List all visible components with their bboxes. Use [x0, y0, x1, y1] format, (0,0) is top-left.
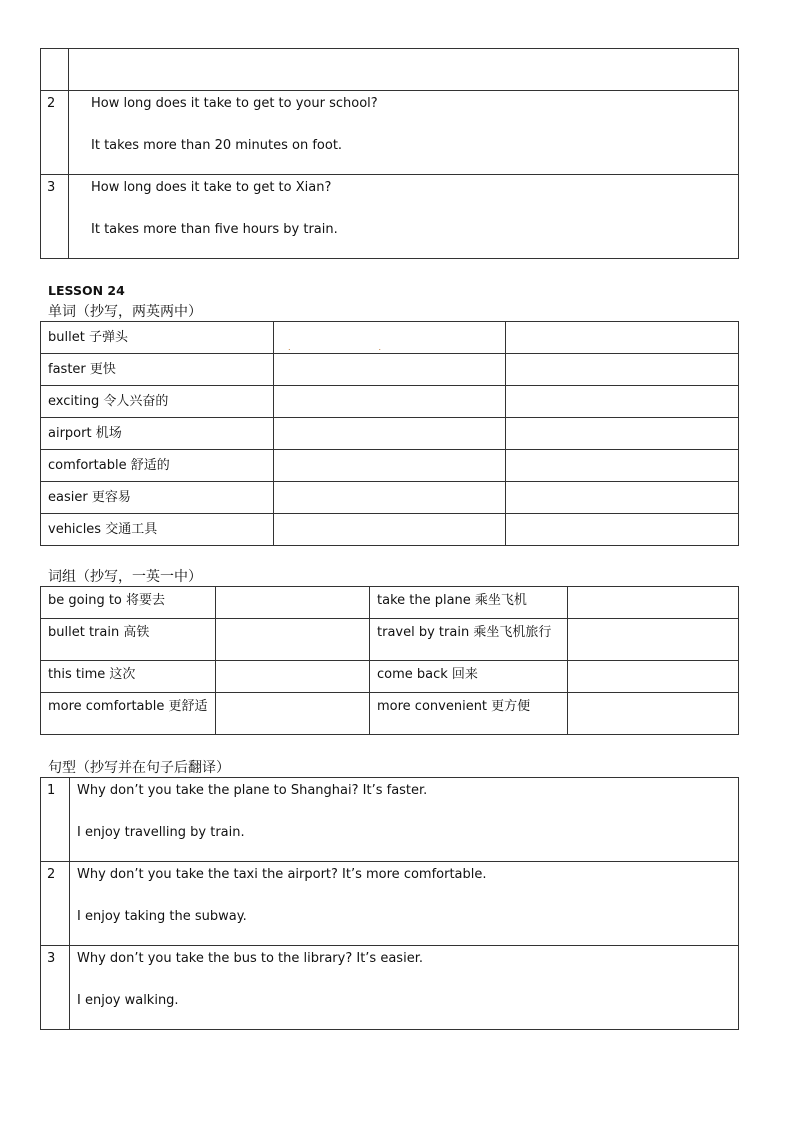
word-cell: faster 更快 [41, 354, 274, 386]
copy-cell[interactable] [506, 418, 739, 450]
sentence-cell [69, 91, 739, 175]
sentence-cell [70, 778, 739, 862]
word-cell: exciting 令人兴奋的 [41, 386, 274, 418]
top-sentence-table [40, 48, 739, 259]
copy-cell[interactable] [216, 587, 370, 619]
phrases-heading: 词组（抄写，一英一中） [48, 569, 202, 585]
table-row [41, 175, 739, 259]
answer-text: I enjoy walking. [77, 993, 179, 1008]
table-row [41, 514, 739, 546]
copy-cell[interactable] [274, 354, 506, 386]
sentence-cell [69, 49, 739, 91]
sentences-heading: 句型（抄写并在句子后翻译） [48, 760, 230, 776]
table-row [41, 418, 739, 450]
question-text: How long does it take to get to your school? [91, 96, 378, 111]
table-row [41, 354, 739, 386]
copy-cell[interactable] [274, 514, 506, 546]
word-cell: comfortable 舒适的 [41, 450, 274, 482]
table-row [41, 482, 739, 514]
copy-cell[interactable] [506, 450, 739, 482]
phrase-cell: this time 这次 [41, 661, 216, 693]
table-row [41, 693, 739, 735]
table-row [41, 91, 739, 175]
answer-text: I enjoy travelling by train. [77, 825, 245, 840]
phrase-cell: more comfortable 更舒适 [41, 693, 216, 735]
sentence-cell [70, 862, 739, 946]
phrase-cell: take the plane 乘坐飞机 [370, 587, 568, 619]
word-cell: airport 机场 [41, 418, 274, 450]
word-cell: bullet 子弹头 [41, 322, 274, 354]
answer-text: It takes more than five hours by train. [91, 222, 338, 237]
phrase-cell: more convenient 更方便 [370, 693, 568, 735]
copy-cell[interactable] [506, 386, 739, 418]
row-number: 1 [41, 778, 70, 862]
phrases-table [40, 586, 739, 735]
copy-cell[interactable] [568, 587, 739, 619]
words-table [40, 321, 739, 546]
table-row [41, 450, 739, 482]
phrase-cell: come back 回来 [370, 661, 568, 693]
copy-cell[interactable] [568, 661, 739, 693]
table-row [41, 619, 739, 661]
table-row [41, 386, 739, 418]
lesson-title: LESSON 24 [48, 283, 125, 298]
copy-cell[interactable] [274, 482, 506, 514]
copy-cell[interactable] [568, 619, 739, 661]
row-number: 3 [41, 946, 70, 1030]
sentences-table [40, 777, 739, 1030]
question-text: Why don’t you take the bus to the library? It’s easier. [77, 951, 423, 966]
row-number: 2 [41, 862, 70, 946]
copy-cell[interactable] [274, 450, 506, 482]
table-row [41, 587, 739, 619]
copy-cell[interactable] [274, 418, 506, 450]
copy-cell[interactable] [274, 386, 506, 418]
table-row [41, 49, 739, 91]
row-number: 3 [41, 175, 69, 259]
table-row [41, 661, 739, 693]
copy-cell[interactable] [568, 693, 739, 735]
question-text: How long does it take to get to Xian? [91, 180, 332, 195]
question-text: Why don’t you take the taxi the airport? It’s more comfortable. [77, 867, 487, 882]
copy-cell[interactable] [216, 693, 370, 735]
answer-text: I enjoy taking the subway. [77, 909, 247, 924]
answer-text: It takes more than 20 minutes on foot. [91, 138, 343, 153]
row-number [41, 49, 69, 91]
copy-cell[interactable] [506, 514, 739, 546]
stray-mark: .. [288, 343, 470, 352]
table-row [41, 862, 739, 946]
phrase-cell: bullet train 高铁 [41, 619, 216, 661]
table-row [41, 946, 739, 1030]
copy-cell[interactable] [216, 661, 370, 693]
question-text: Why don’t you take the plane to Shanghai? It’s faster. [77, 783, 428, 798]
sentence-cell [70, 946, 739, 1030]
copy-cell[interactable] [216, 619, 370, 661]
phrase-cell: be going to 将要去 [41, 587, 216, 619]
copy-cell[interactable] [506, 354, 739, 386]
phrase-cell: travel by train 乘坐飞机旅行 [370, 619, 568, 661]
copy-cell[interactable] [506, 482, 739, 514]
word-cell: vehicles 交通工具 [41, 514, 274, 546]
row-number: 2 [41, 91, 69, 175]
words-heading: 单词（抄写，两英两中） [48, 304, 202, 320]
copy-cell[interactable] [506, 322, 739, 354]
table-row [41, 778, 739, 862]
word-cell: easier 更容易 [41, 482, 274, 514]
sentence-cell [69, 175, 739, 259]
